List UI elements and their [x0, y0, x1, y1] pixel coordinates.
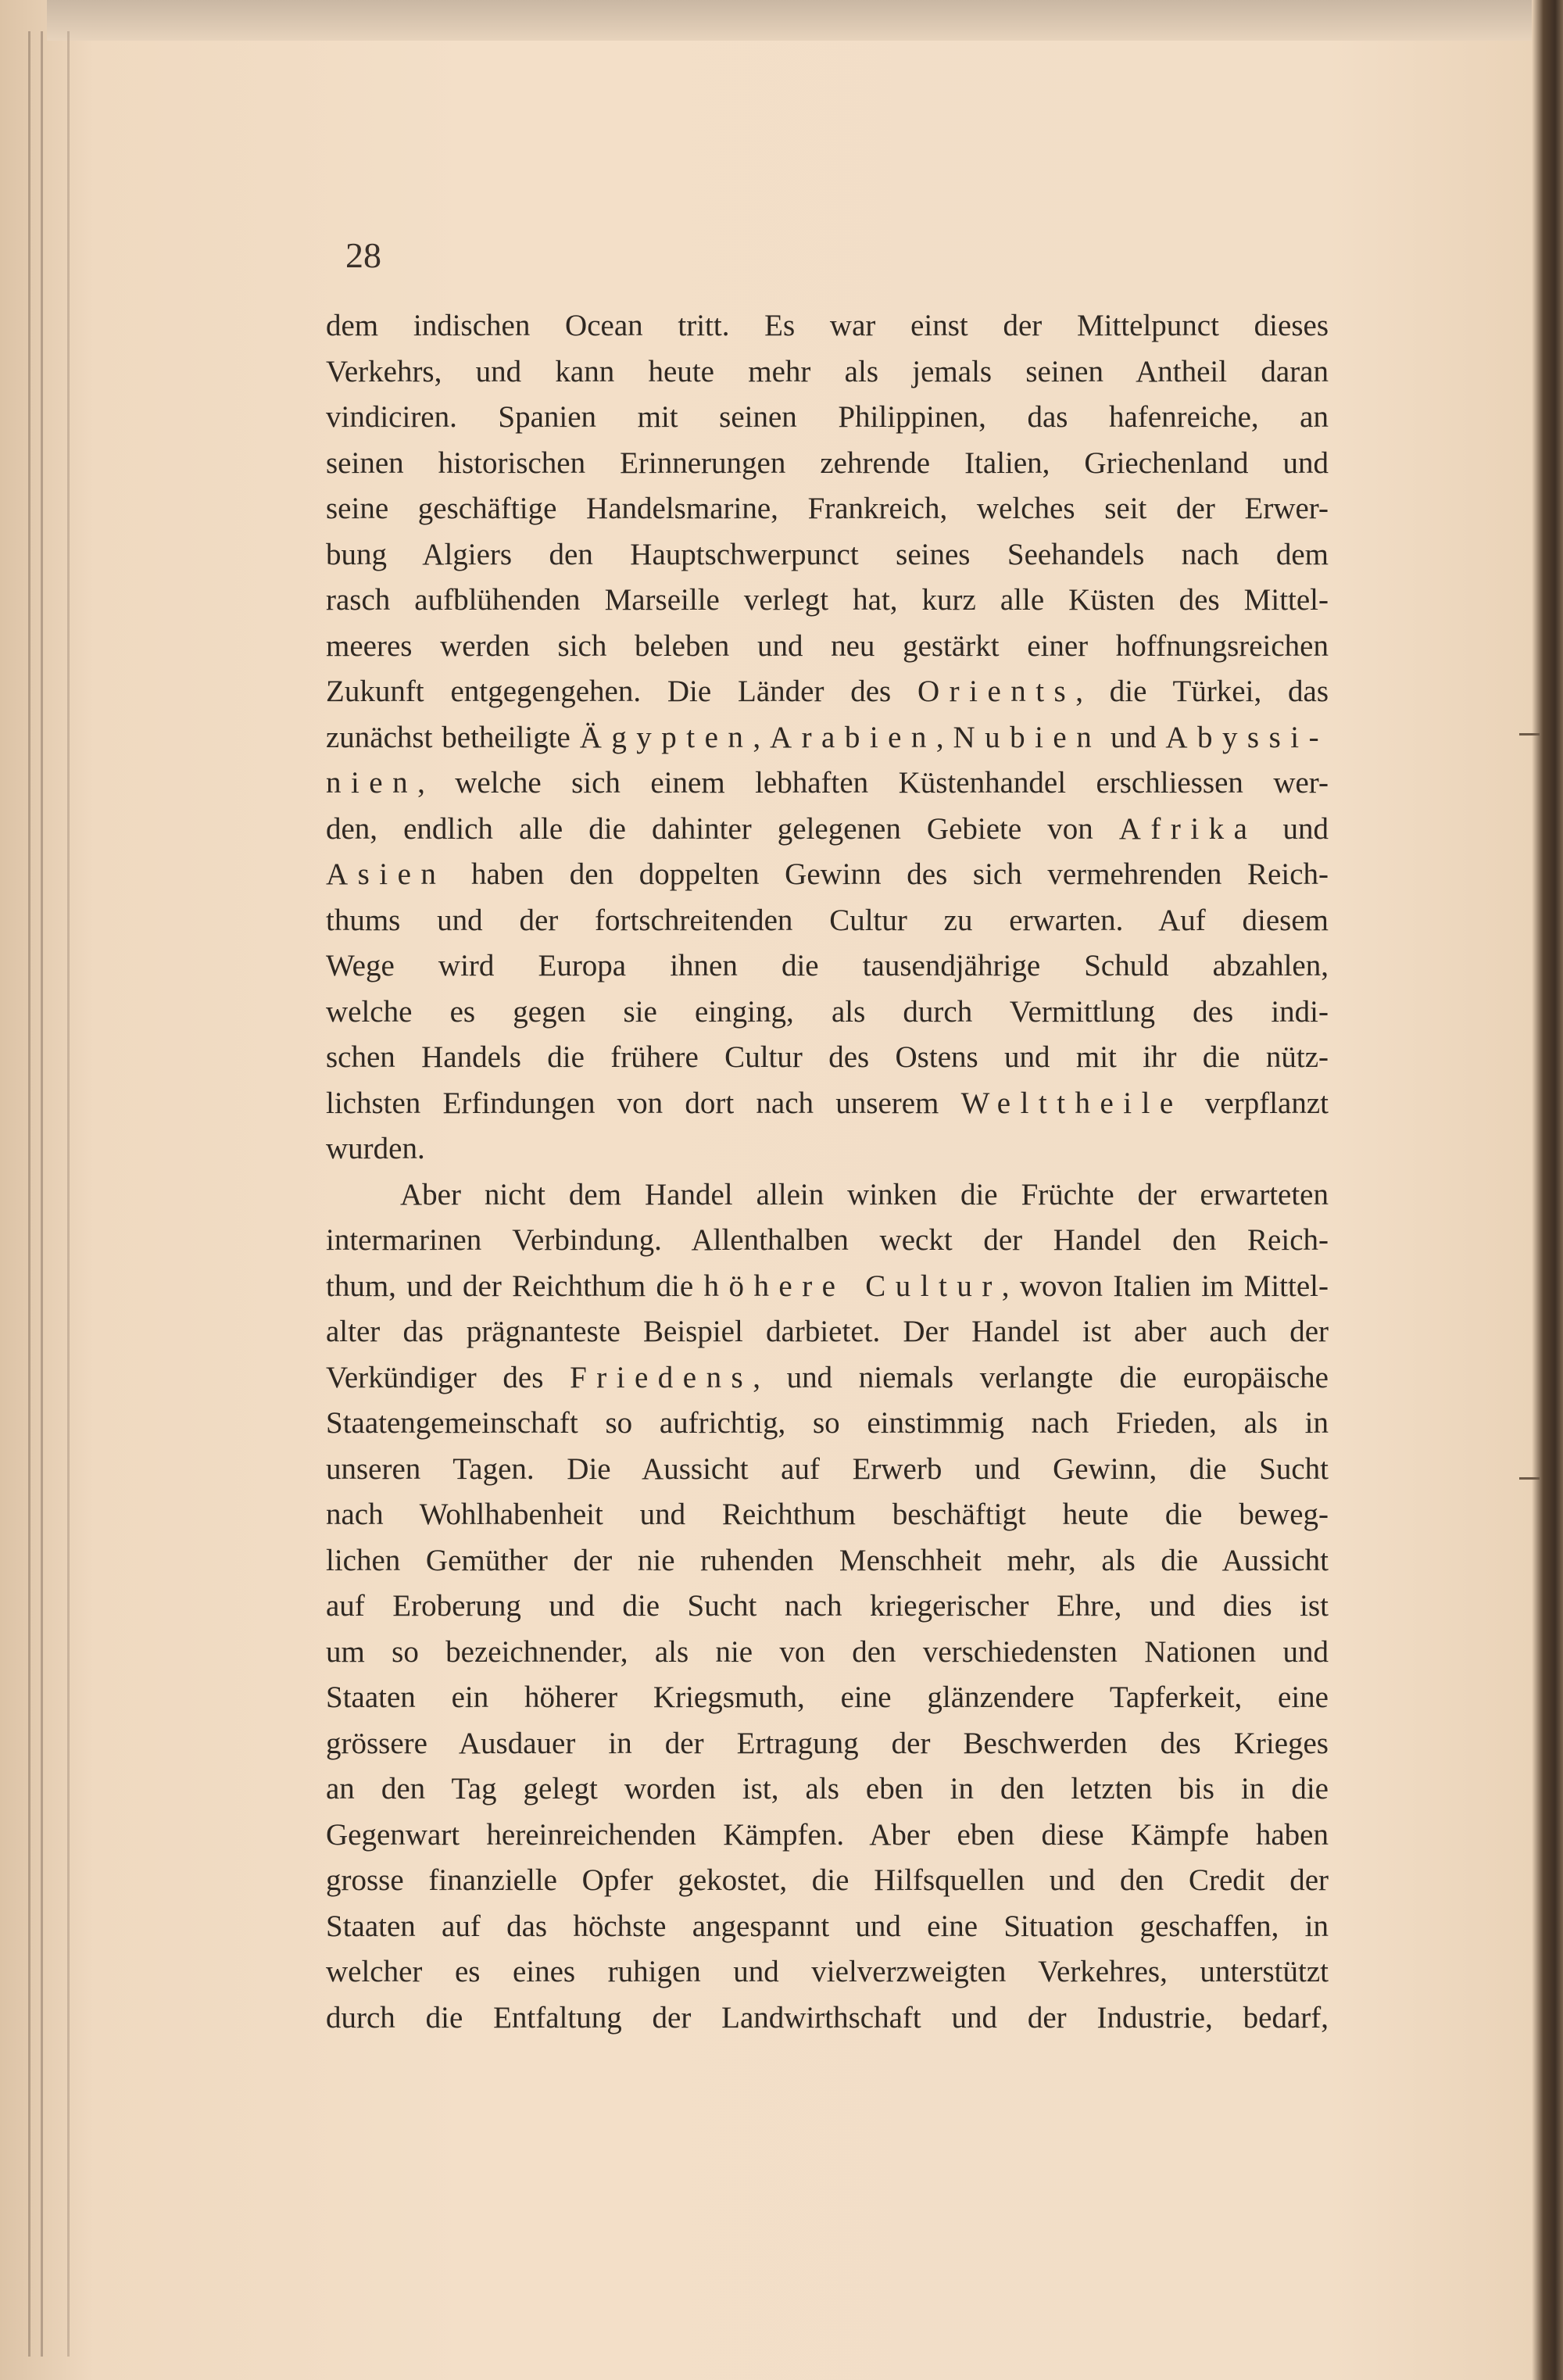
text-line: [326, 943, 1329, 990]
text-line: [326, 1949, 1329, 1995]
page-top-edge: [47, 0, 1532, 41]
spaced-emphasis: Arabien: [769, 720, 936, 754]
text-segment: thums und der fortschreitenden Cultur zu erwarten. Auf diesem: [326, 903, 1329, 937]
text-segment: seine geschäftige Handelsmarine, Frankreich, welches seit der Erwer-: [326, 492, 1329, 525]
binding-line: [28, 31, 30, 2357]
text-line: [326, 1721, 1329, 1767]
text-line: [326, 441, 1329, 487]
text-segment: nach Wohlhabenheit und Reichthum beschäftigt heute die beweg-: [326, 1498, 1329, 1531]
text-line: [326, 349, 1329, 395]
text-segment: und: [1101, 720, 1166, 754]
page-number: 28: [345, 235, 381, 275]
text-segment: intermarinen Verbindung. Allenthalben weckt der Handel den Reich-: [326, 1223, 1329, 1257]
spaced-emphasis: nien: [326, 766, 418, 800]
text-segment: lichen Gemüther der nie ruhenden Menschheit mehr, als die Aussicht: [326, 1543, 1329, 1577]
binding-line: [41, 31, 43, 2357]
text-line: [326, 1904, 1329, 1950]
text-line: [326, 486, 1329, 532]
text-line: [326, 1630, 1329, 1676]
text-segment: an den Tag gelegt worden ist, als eben in den letzten bis in die: [326, 1772, 1329, 1806]
text-segment: Staatengemeinschaft so aufrichtig, so einstimmig nach Frieden, als in: [326, 1406, 1329, 1440]
text-segment: ,: [935, 720, 953, 754]
text-line: [326, 807, 1329, 853]
text-segment: und: [1257, 811, 1329, 846]
text-line: [326, 1035, 1329, 1081]
text-segment: Verkehrs, und kann heute mehr als jemals seinen Antheil daran: [326, 354, 1329, 388]
text-segment: um so bezeichnender, als nie von den verschiedensten Nationen und: [326, 1634, 1329, 1669]
spaced-emphasis: höhere Cultur: [703, 1269, 1002, 1303]
text-line: [326, 395, 1329, 441]
spaced-emphasis: Afrika: [1118, 811, 1257, 846]
text-line: [326, 1766, 1329, 1813]
text-segment: schen Handels die frühere Cultur des Ostens und mit ihr die nütz-: [326, 1040, 1329, 1074]
text-segment: grosse finanzielle Opfer gekostet, die Hilfsquellen und den Credit der: [326, 1863, 1329, 1897]
text-segment: wurden.: [326, 1132, 425, 1165]
text-line: [326, 852, 1329, 898]
text-segment: meeres werden sich beleben und neu gestärkt einer hoffnungsreichen: [326, 628, 1329, 663]
text-segment: haben den doppelten Gewinn des sich vermehrenden Reich-: [445, 857, 1329, 891]
text-line: [326, 669, 1329, 715]
text-line: [326, 1401, 1329, 1447]
margin-mark: [1519, 733, 1540, 735]
text-line: [326, 1492, 1329, 1538]
text-segment: vindiciren. Spanien mit seinen Philippinen, das hafenreiche, an: [326, 400, 1329, 434]
spaced-emphasis: Friedens: [570, 1360, 753, 1394]
text-line: [326, 1081, 1329, 1127]
text-segment: grössere Ausdauer in der Ertragung der Beschwerden des Krieges: [326, 1726, 1329, 1760]
text-line: [326, 1126, 1329, 1172]
text-segment: Aber nicht dem Handel allein winken die Früchte der erwarteten: [400, 1177, 1329, 1211]
spaced-emphasis: Ägypten: [579, 720, 753, 754]
text-segment: welcher es eines ruhigen und vielverzweigten Verkehres, unterstützt: [326, 1955, 1329, 1988]
text-line: [326, 761, 1329, 807]
text-segment: thum, und der Reichthum die: [326, 1269, 704, 1303]
text-line: [326, 1355, 1329, 1401]
text-line: [326, 898, 1329, 944]
text-line: [326, 715, 1329, 761]
text-line: [326, 303, 1329, 349]
text-segment: , und niemals verlangte die europäische: [753, 1360, 1329, 1394]
spaced-emphasis: Welttheile: [960, 1086, 1183, 1120]
text-line: [326, 1858, 1329, 1904]
text-line: [326, 1813, 1329, 1859]
text-segment: , wovon Italien im Mittel-: [1001, 1269, 1329, 1303]
text-segment: , die Türkei, das: [1075, 675, 1329, 708]
text-line: [326, 1675, 1329, 1721]
margin-mark: [1519, 1477, 1540, 1480]
text-line: [326, 1447, 1329, 1493]
text-segment: verpflanzt: [1182, 1086, 1329, 1120]
text-segment: alter das prägnanteste Beispiel darbietet. Der Handel ist aber auch der: [326, 1315, 1329, 1348]
text-segment: lichsten Erfindungen von dort nach unserem: [326, 1086, 961, 1120]
text-segment: unseren Tagen. Die Aussicht auf Erwerb und Gewinn, die Sucht: [326, 1451, 1329, 1486]
binding-line: [67, 31, 70, 2357]
spaced-emphasis: Orients: [917, 675, 1076, 708]
text-line: [326, 1584, 1329, 1630]
text-segment: zunächst betheiligte: [326, 720, 580, 754]
text-segment: Staaten auf das höchste angespannt und eine Situation geschaffen, in: [326, 1909, 1329, 1943]
text-line: [326, 1218, 1329, 1264]
text-segment: auf Eroberung und die Sucht nach kriegerischer Ehre, und dies ist: [326, 1589, 1329, 1623]
spaced-emphasis: Abyssi-: [1165, 720, 1329, 754]
text-segment: Staaten ein höherer Kriegsmuth, eine glänzendere Tapferkeit, eine: [326, 1680, 1329, 1714]
text-segment: Wege wird Europa ihnen die tausendjährige Schuld abzahlen,: [326, 949, 1329, 982]
text-segment: welche es gegen sie einging, als durch Vermittlung des indi-: [326, 994, 1329, 1029]
text-segment: ,: [753, 720, 770, 754]
text-line: [326, 1172, 1329, 1219]
text-segment: seinen historischen Erinnerungen zehrende Italien, Griechenland und: [326, 446, 1329, 480]
text-segment: dem indischen Ocean tritt. Es war einst der Mittelpunct dieses: [326, 309, 1329, 342]
body-text: [326, 303, 1329, 2041]
text-line: [326, 1309, 1329, 1355]
text-line: [326, 578, 1329, 624]
text-line: [326, 1538, 1329, 1584]
text-segment: Gegenwart hereinreichenden Kämpfen. Aber eben diese Kämpfe haben: [326, 1817, 1329, 1852]
text-segment: durch die Entfaltung der Landwirthschaft und der Industrie, bedarf,: [326, 2000, 1329, 2035]
text-line: [326, 1264, 1329, 1310]
text-line: [326, 990, 1329, 1036]
text-line: [326, 1995, 1329, 2042]
text-segment: Zukunft entgegengehen. Die Länder des: [326, 675, 918, 708]
text-line: [326, 532, 1329, 578]
text-segment: den, endlich alle die dahinter gelegenen Gebiete von: [326, 811, 1119, 846]
text-segment: , welche sich einem lebhaften Küstenhandel erschliessen wer-: [417, 766, 1329, 800]
text-line: [326, 624, 1329, 670]
spaced-emphasis: Asien: [326, 857, 446, 891]
text-segment: Verkündiger des: [326, 1360, 570, 1394]
text-segment: bung Algiers den Hauptschwerpunct seines Seehandels nach dem: [326, 537, 1329, 571]
spaced-emphasis: Nubien: [953, 720, 1102, 754]
text-segment: rasch aufblühenden Marseille verlegt hat, kurz alle Küsten des Mittel-: [326, 583, 1329, 617]
